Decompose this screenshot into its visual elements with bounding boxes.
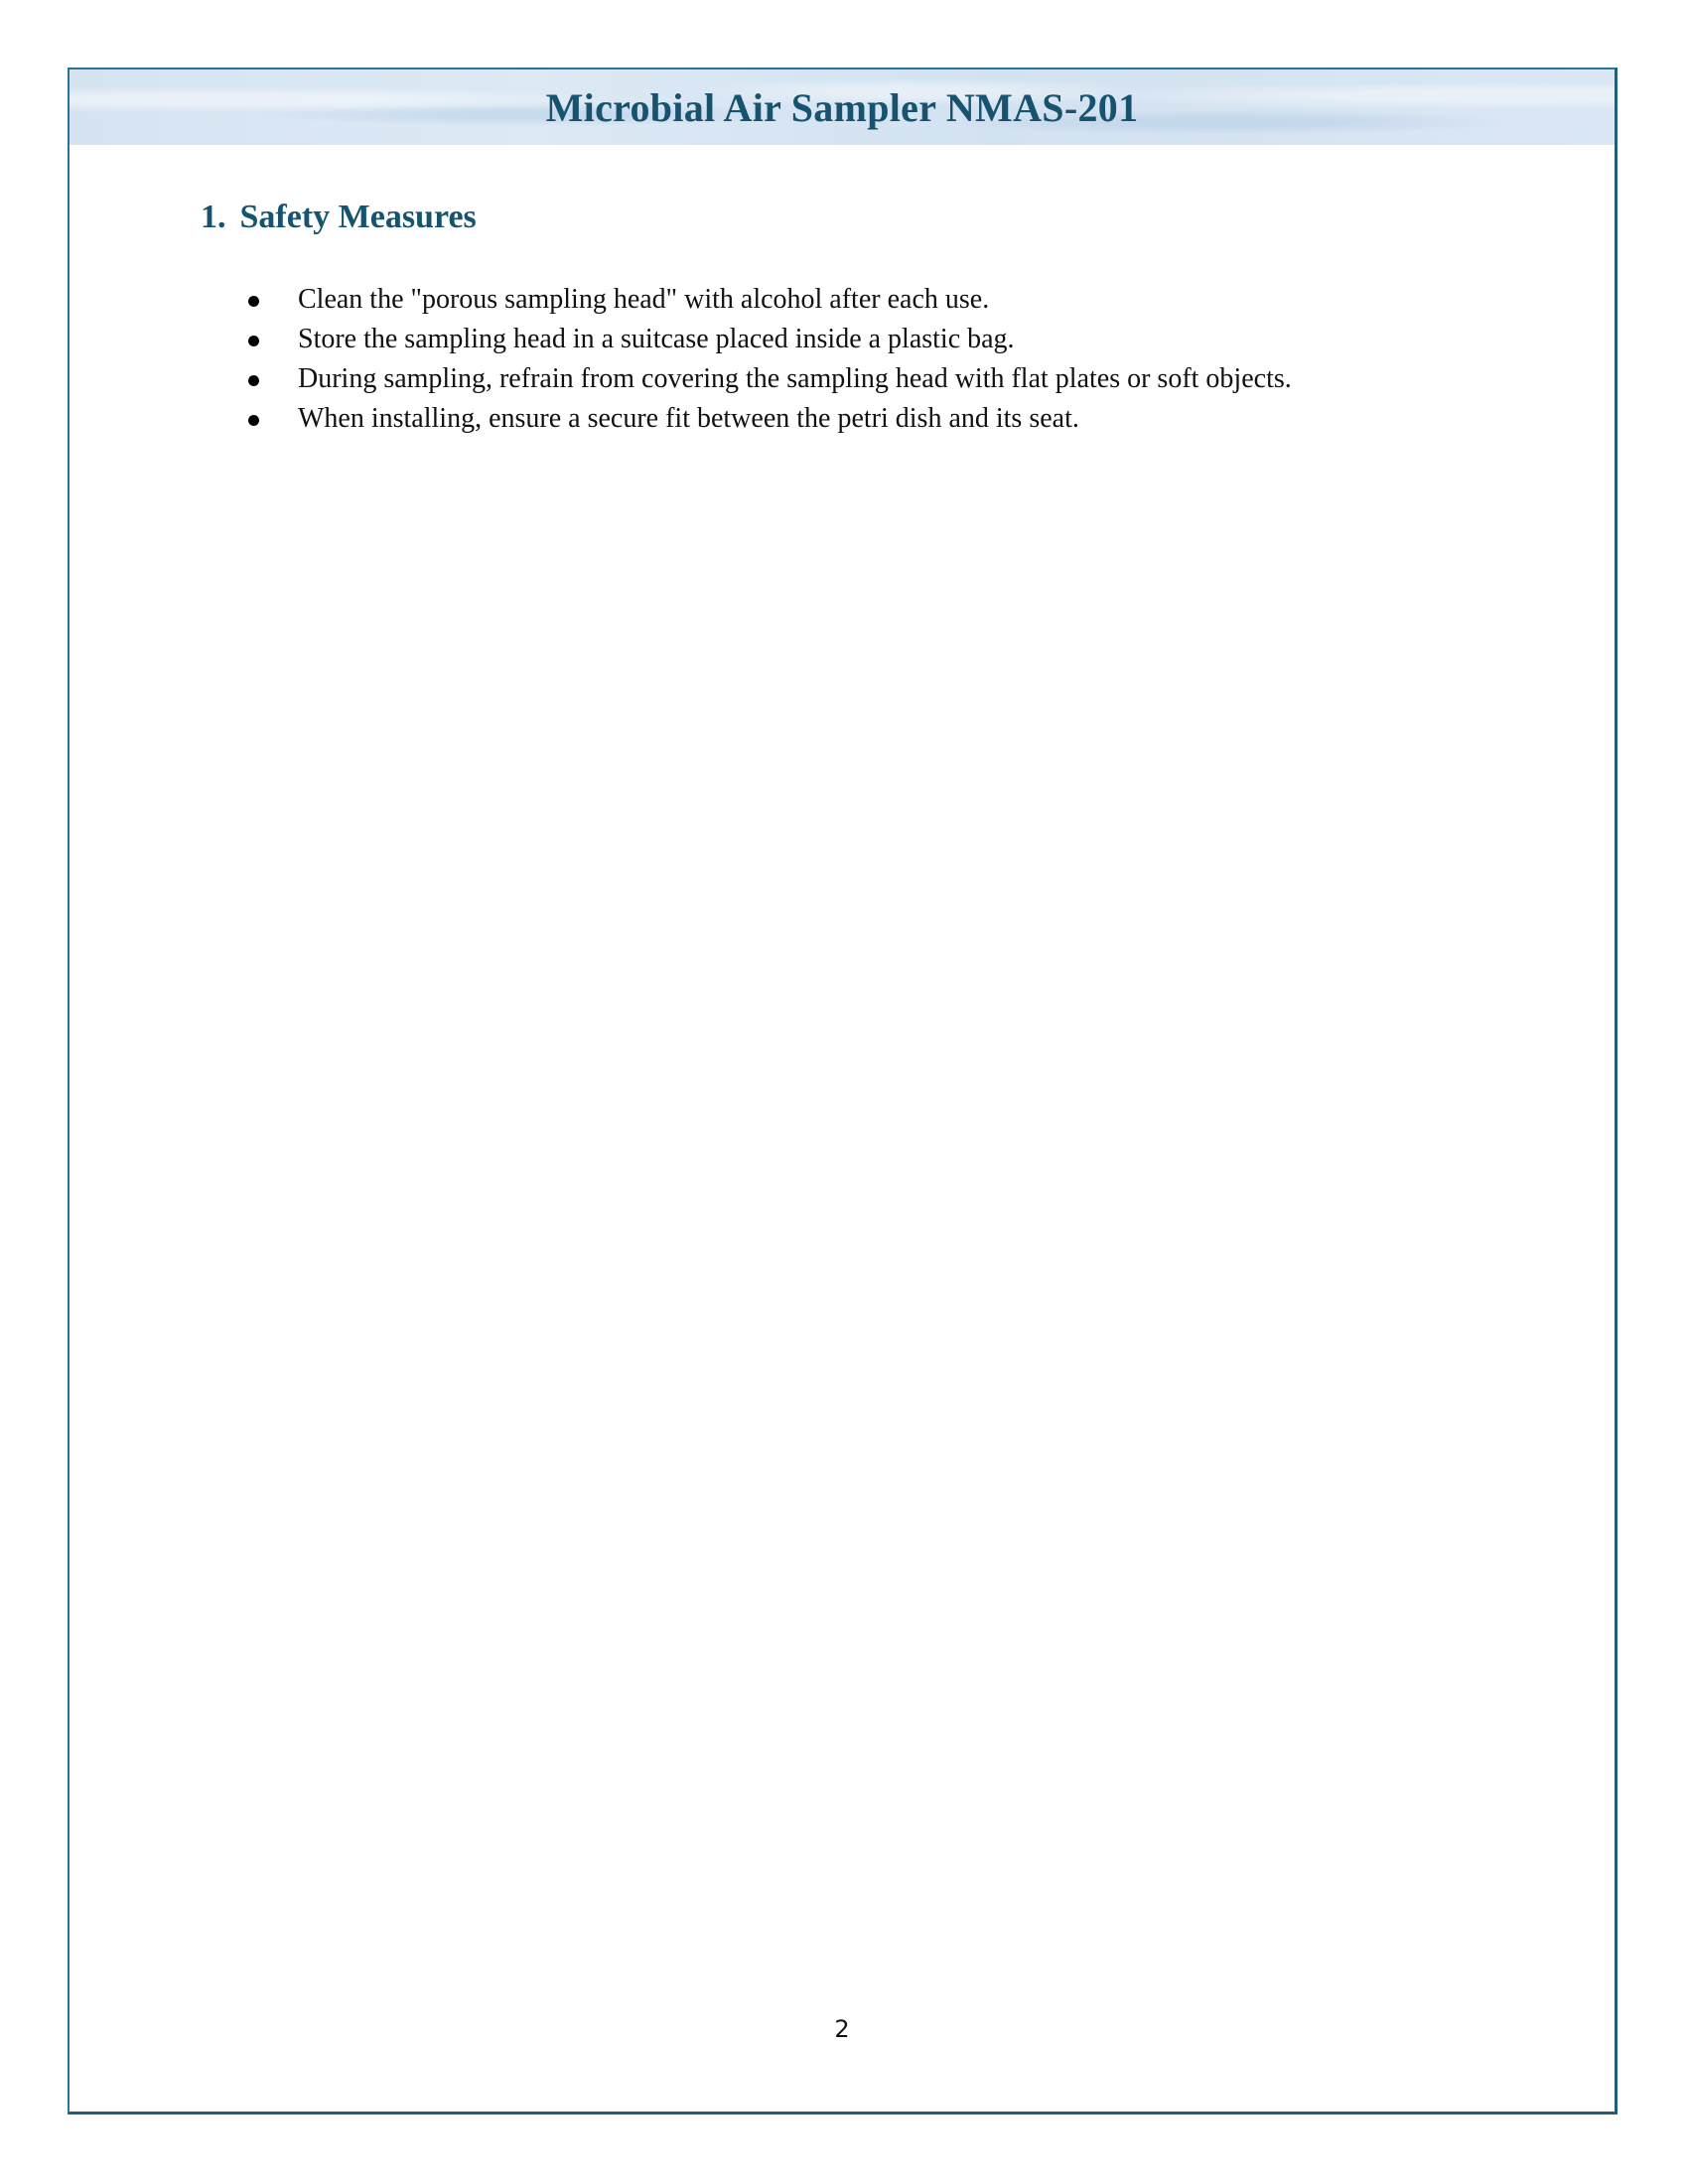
section-title: Safety Measures bbox=[239, 199, 477, 235]
document-title: Microbial Air Sampler NMAS-201 bbox=[545, 84, 1139, 130]
header-banner bbox=[70, 69, 1615, 145]
section-heading bbox=[201, 199, 477, 236]
list-item: Store the sampling head in a suitcase placed inside a plastic bag. bbox=[248, 320, 1559, 359]
section-number: 1. bbox=[201, 199, 226, 235]
bullet-icon bbox=[248, 296, 259, 307]
bullet-icon bbox=[248, 375, 259, 386]
list-item: During sampling, refrain from covering the sampling head with flat plates or soft objects. bbox=[248, 359, 1559, 399]
list-item: When installing, ensure a secure fit between the petri dish and its seat. bbox=[248, 399, 1559, 439]
list-item: Clean the "porous sampling head" with alcohol after each use. bbox=[248, 280, 1559, 320]
safety-list bbox=[248, 280, 1559, 439]
bullet-icon bbox=[248, 336, 259, 346]
page-border bbox=[68, 68, 1618, 2115]
bullet-icon bbox=[248, 415, 259, 426]
page-number: 2 bbox=[834, 2015, 850, 2043]
